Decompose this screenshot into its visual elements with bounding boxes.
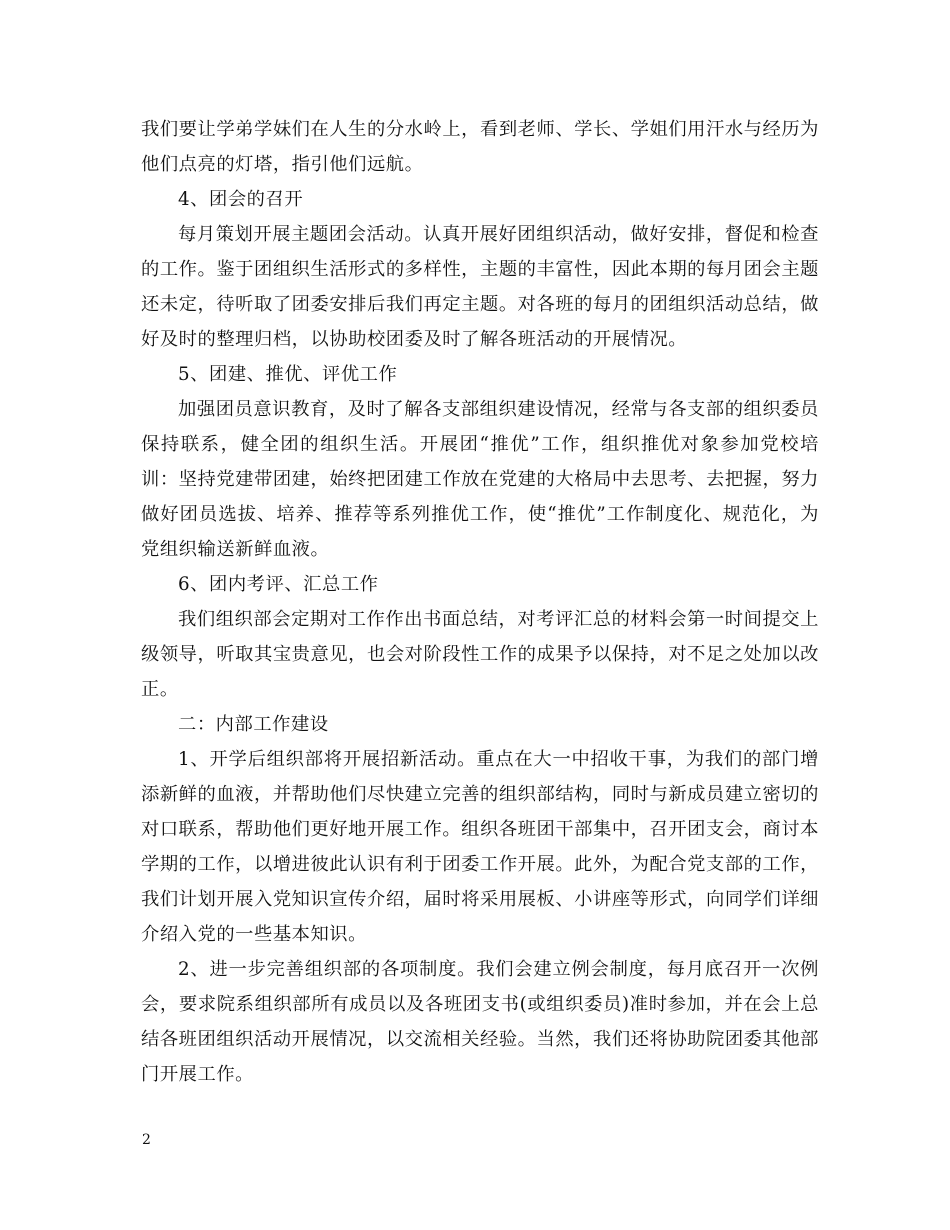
section-heading-6: 6、团内考评、汇总工作 <box>178 574 379 595</box>
section-heading-5: 5、团建、推优、评优工作 <box>178 364 398 385</box>
document-body <box>141 112 819 1092</box>
paragraph-recruitment: 1、开学后组织部将开展招新活动。重点在大一中招收干事，为我们的部门增添新鲜的血液，并帮助他们尽快建立完善的组织部结构，同时与新成员建立密切的对口联系，帮助他们更好地开展工作。组织各班团干部集中，召开团支会，商讨本学期的工作，以增进彼此认识有利于团委工作开展。此外，为配合党支部的工作，我们计划开展入党知识宣传介绍，届时将采用展板、小讲座等形式，向同学们详细介绍入党的一些基本知识。 <box>141 749 819 945</box>
paragraph-team-meeting: 每月策划开展主题团会活动。认真开展好团组织活动，做好安排，督促和检查的工作。鉴于团组织生活形式的多样性，主题的丰富性，因此本期的每月团会主题还未定，待听取了团委安排后我们再定主题。对各班的每月的团组织活动总结，做好及时的整理归档，以协助校团委及时了解各班活动的开展情况。 <box>141 224 819 350</box>
continuation-paragraph: 我们要让学弟学妹们在人生的分水岭上，看到老师、学长、学姐们用汗水与经历为他们点亮的灯塔，指引他们远航。 <box>141 119 819 175</box>
section-heading-internal: 二：内部工作建设 <box>178 714 329 735</box>
paragraph-evaluation: 我们组织部会定期对工作作出书面总结，对考评汇总的材料会第一时间提交上级领导，听取其宝贵意见，也会对阶段性工作的成果予以保持，对不足之处加以改正。 <box>141 609 819 700</box>
paragraph-league-building: 加强团员意识教育，及时了解各支部组织建设情况，经常与各支部的组织委员保持联系，健全团的组织生活。开展团“推优”工作，组织推优对象参加党校培训：坚持党建带团建，始终把团建工作放在党建的大格局中去思考、去把握，努力做好团员选拔、培养、推荐等系列推优工作，使“推优”工作制度化、规范化，为党组织输送新鲜血液。 <box>141 399 819 560</box>
page-number: 2 <box>142 1132 151 1148</box>
paragraph-rules: 2、进一步完善组织部的各项制度。我们会建立例会制度，每月底召开一次例会，要求院系组织部所有成员以及各班团支书(或组织委员)准时参加，并在会上总结各班团组织活动开展情况，以交流相关经验。当然，我们还将协助院团委其他部门开展工作。 <box>141 959 819 1085</box>
section-heading-4: 4、团会的召开 <box>178 189 304 210</box>
